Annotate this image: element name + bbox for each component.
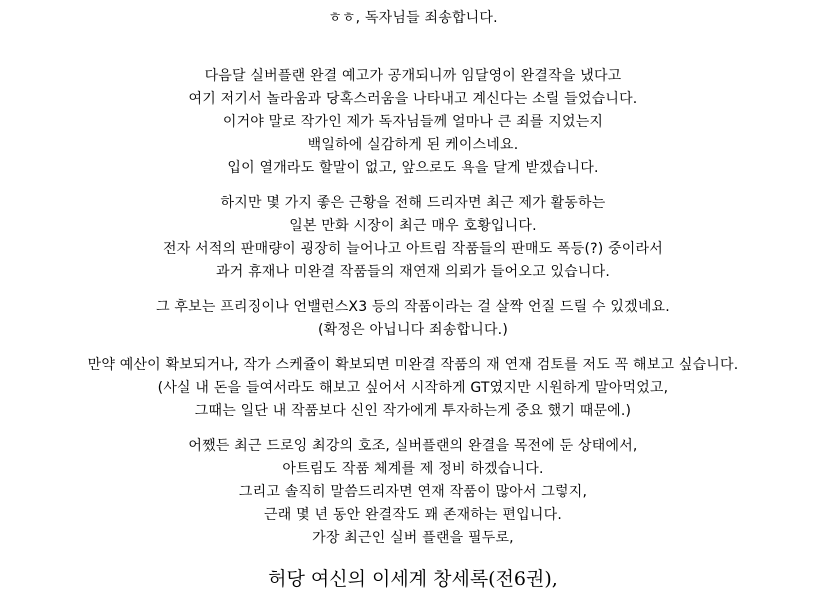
text-line: 백일하에 실감하게 된 케이스네요. bbox=[307, 137, 519, 153]
paragraph-news bbox=[0, 192, 826, 284]
paragraph-closing bbox=[0, 435, 826, 550]
text-line: 가장 최근인 실버 플랜을 필두로, bbox=[312, 530, 514, 546]
text-line: 근래 몇 년 동안 완결작도 꽤 존재하는 편입니다. bbox=[264, 507, 562, 523]
book-title: 허당 여신의 이세계 창세록(전6권), bbox=[268, 568, 558, 590]
text-line: 어쨌든 최근 드로잉 최강의 호조, 실버플랜의 완결을 목전에 둔 상태에서, bbox=[188, 438, 638, 454]
text-line: 그 후보는 프리징이나 언밸런스X3 등의 작품이라는 걸 살짝 언질 드릴 수 있겠네요. bbox=[156, 299, 670, 315]
paragraph-candidates bbox=[0, 296, 826, 342]
text-line: 전자 서적의 판매량이 굉장히 늘어나고 아트림 작품들의 판매도 폭등(?) 중이라서 bbox=[163, 241, 663, 257]
text-line: (확정은 아닙니다 죄송합니다.) bbox=[318, 322, 508, 338]
text-line: (사실 내 돈을 들여서라도 해보고 싶어서 시작하게 GT였지만 시원하게 말아먹었고, bbox=[157, 380, 669, 396]
text-line: 그때는 일단 내 작품보다 신인 작가에게 투자하는게 중요 했기 때문에.) bbox=[194, 403, 632, 419]
text-line: 일본 만화 시장이 최근 매우 호황입니다. bbox=[289, 218, 537, 234]
text-line: 입이 열개라도 할말이 없고, 앞으로도 욕을 달게 받겠습니다. bbox=[227, 160, 599, 176]
text-line: 여기 저기서 놀라움과 당혹스러움을 나타내고 계신다는 소릴 들었습니다. bbox=[188, 91, 638, 107]
text-line: 과거 휴재나 미완결 작품들의 재연재 의뢰가 들어오고 있습니다. bbox=[215, 264, 611, 280]
text-line: 그리고 솔직히 말씀드리자면 연재 작품이 많아서 그렇지, bbox=[238, 484, 588, 500]
text-line: 아트림도 작품 체계를 제 정비 하겠습니다. bbox=[282, 461, 544, 477]
greeting-line: ㅎㅎ, 독자님들 죄송합니다. bbox=[328, 10, 498, 26]
text-line: 다음달 실버플랜 완결 예고가 공개되니까 임달영이 완결작을 냈다고 bbox=[204, 68, 622, 84]
text-line: 이거야 말로 작가인 제가 독자님들께 얼마나 큰 죄를 지었는지 bbox=[222, 114, 604, 130]
paragraph-apology bbox=[0, 65, 826, 180]
text-line: 하지만 몇 가지 좋은 근황을 전해 드리자면 최근 제가 활동하는 bbox=[220, 195, 606, 211]
paragraph-plans bbox=[0, 354, 826, 423]
text-line: 만약 예산이 확보되거나, 작가 스케쥴이 확보되면 미완결 작품의 재 연재 검토를 저도 꼭 해보고 싶습니다. bbox=[87, 357, 739, 373]
